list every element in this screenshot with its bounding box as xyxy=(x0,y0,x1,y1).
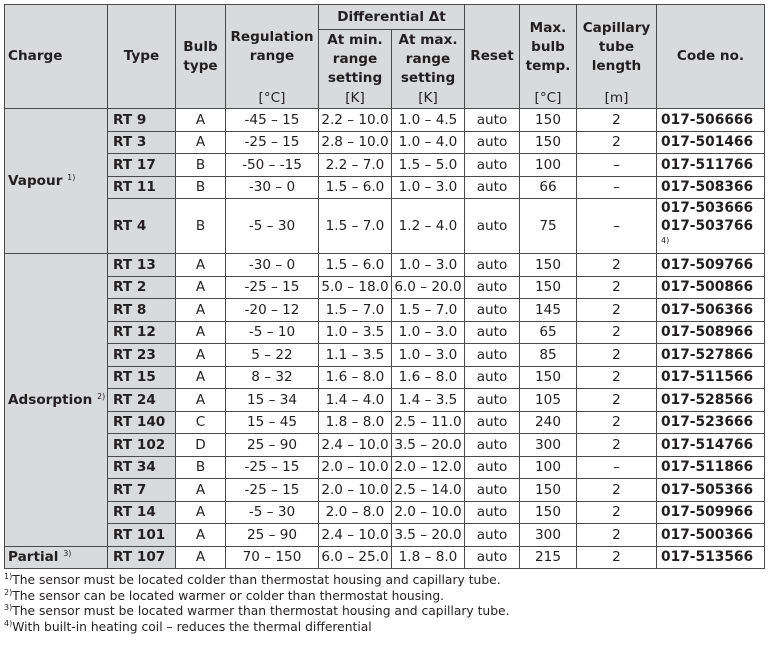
reset-cell: auto xyxy=(465,524,520,547)
max-bulb-temp-cell: 150 xyxy=(520,276,577,299)
code-number: 017-500366 xyxy=(661,526,754,543)
code-cell xyxy=(657,109,765,132)
code-cell xyxy=(657,344,765,367)
bulb-type-cell: A xyxy=(176,524,226,547)
code-footnote-ref: 4) xyxy=(661,236,670,245)
regulation-range-cell: -20 – 12 xyxy=(226,299,319,322)
differential-max-cell: 1.8 – 8.0 xyxy=(392,546,465,569)
code-number: 017-508366 xyxy=(661,179,754,196)
capillary-length-cell: 2 xyxy=(577,501,657,524)
code-number: 017-523666 xyxy=(661,414,754,431)
differential-max-cell: 1.0 – 3.0 xyxy=(392,344,465,367)
regulation-range-cell: -5 – 30 xyxy=(226,199,319,254)
table-row xyxy=(5,276,765,299)
thermostat-spec-table xyxy=(4,4,765,569)
table-row xyxy=(5,344,765,367)
type-cell: RT 14 xyxy=(108,501,176,524)
max-bulb-temp-cell: 150 xyxy=(520,366,577,389)
charge-label: Partial xyxy=(8,549,59,566)
differential-min-cell: 2.8 – 10.0 xyxy=(319,131,392,154)
capillary-length-cell: 2 xyxy=(577,411,657,434)
regulation-range-cell: 70 – 150 xyxy=(226,546,319,569)
header-at-max-setting: At max. range setting xyxy=(392,30,465,90)
differential-min-cell: 6.0 – 25.0 xyxy=(319,546,392,569)
differential-max-cell: 3.5 – 20.0 xyxy=(392,524,465,547)
regulation-range-cell: -5 – 30 xyxy=(226,501,319,524)
footnote-text: The sensor must be located warmer than thermostat housing and capillary tube. xyxy=(12,604,510,619)
unit-capillary-length: [m] xyxy=(577,89,657,109)
differential-min-cell: 1.5 – 7.0 xyxy=(319,199,392,254)
max-bulb-temp-cell: 66 xyxy=(520,176,577,199)
code-number: 017-509766 xyxy=(661,256,754,273)
code-number: 017-506366 xyxy=(661,301,754,318)
reset-cell: auto xyxy=(465,389,520,412)
footnote-marker: 3) xyxy=(4,603,13,613)
capillary-length-cell: 2 xyxy=(577,344,657,367)
unit-at-max: [K] xyxy=(392,89,465,109)
charge-adsorption xyxy=(5,254,108,547)
differential-min-cell: 2.4 – 10.0 xyxy=(319,524,392,547)
differential-min-cell: 1.4 – 4.0 xyxy=(319,389,392,412)
type-cell: RT 140 xyxy=(108,411,176,434)
table-row xyxy=(5,199,765,254)
reset-cell: auto xyxy=(465,411,520,434)
reset-cell: auto xyxy=(465,434,520,457)
bulb-type-cell: A xyxy=(176,501,226,524)
footnote-marker: 2) xyxy=(4,587,13,597)
reset-cell: auto xyxy=(465,109,520,132)
capillary-length-cell: 2 xyxy=(577,524,657,547)
type-cell: RT 9 xyxy=(108,109,176,132)
reset-cell: auto xyxy=(465,299,520,322)
footnote xyxy=(4,604,764,620)
unit-max-bulb-temp: [°C] xyxy=(520,89,577,109)
bulb-type-cell: A xyxy=(176,366,226,389)
charge-label: Adsorption xyxy=(8,391,93,408)
regulation-range-cell: 15 – 34 xyxy=(226,389,319,412)
table-header xyxy=(5,5,765,109)
differential-min-cell: 1.1 – 3.5 xyxy=(319,344,392,367)
table-row xyxy=(5,176,765,199)
differential-max-cell: 1.0 – 3.0 xyxy=(392,176,465,199)
regulation-range-cell: -50 – -15 xyxy=(226,154,319,177)
max-bulb-temp-cell: 215 xyxy=(520,546,577,569)
differential-max-cell: 2.0 – 12.0 xyxy=(392,456,465,479)
differential-min-cell: 1.5 – 6.0 xyxy=(319,254,392,277)
max-bulb-temp-cell: 105 xyxy=(520,389,577,412)
spec-table-container xyxy=(4,4,764,635)
code-number: 017-527866 xyxy=(661,346,754,363)
type-cell: RT 34 xyxy=(108,456,176,479)
table-row xyxy=(5,546,765,569)
charge-footnote-ref: 2) xyxy=(97,391,106,401)
bulb-type-cell: C xyxy=(176,411,226,434)
capillary-length-cell: 2 xyxy=(577,389,657,412)
table-row xyxy=(5,389,765,412)
reset-cell: auto xyxy=(465,321,520,344)
table-body xyxy=(5,109,765,569)
regulation-range-cell: 8 – 32 xyxy=(226,366,319,389)
max-bulb-temp-cell: 150 xyxy=(520,109,577,132)
code-number: 017-505366 xyxy=(661,481,754,498)
table-row xyxy=(5,411,765,434)
header-charge: Charge xyxy=(5,5,108,109)
differential-min-cell: 2.4 – 10.0 xyxy=(319,434,392,457)
type-cell: RT 12 xyxy=(108,321,176,344)
regulation-range-cell: -45 – 15 xyxy=(226,109,319,132)
footnote-text: The sensor must be located colder than thermostat housing and capillary tube. xyxy=(12,573,501,587)
differential-max-cell: 6.0 – 20.0 xyxy=(392,276,465,299)
code-cell xyxy=(657,131,765,154)
differential-max-cell: 1.4 – 3.5 xyxy=(392,389,465,412)
code-cell xyxy=(657,254,765,277)
bulb-type-cell: B xyxy=(176,199,226,254)
max-bulb-temp-cell: 150 xyxy=(520,254,577,277)
differential-min-cell: 5.0 – 18.0 xyxy=(319,276,392,299)
header-at-min-setting: At min. range setting xyxy=(319,30,392,90)
code-number: 017-528566 xyxy=(661,391,754,408)
header-bulb-type: Bulb type xyxy=(176,5,226,109)
table-row xyxy=(5,479,765,502)
charge-partial xyxy=(5,546,108,569)
type-cell: RT 23 xyxy=(108,344,176,367)
regulation-range-cell: 25 – 90 xyxy=(226,524,319,547)
differential-max-cell: 1.5 – 7.0 xyxy=(392,299,465,322)
code-cell xyxy=(657,366,765,389)
differential-max-cell: 1.0 – 3.0 xyxy=(392,254,465,277)
unit-regulation-range: [°C] xyxy=(226,89,319,109)
capillary-length-cell: – xyxy=(577,154,657,177)
max-bulb-temp-cell: 150 xyxy=(520,131,577,154)
reset-cell: auto xyxy=(465,176,520,199)
max-bulb-temp-cell: 75 xyxy=(520,199,577,254)
reset-cell: auto xyxy=(465,479,520,502)
code-cell xyxy=(657,321,765,344)
code-number: 017-508966 xyxy=(661,324,754,341)
bulb-type-cell: D xyxy=(176,434,226,457)
code-cell xyxy=(657,176,765,199)
header-reset: Reset xyxy=(465,5,520,109)
footnote xyxy=(4,620,764,636)
type-cell: RT 13 xyxy=(108,254,176,277)
regulation-range-cell: -25 – 15 xyxy=(226,131,319,154)
differential-min-cell: 1.5 – 6.0 xyxy=(319,176,392,199)
charge-footnote-ref: 1) xyxy=(67,173,76,182)
capillary-length-cell: 2 xyxy=(577,321,657,344)
max-bulb-temp-cell: 300 xyxy=(520,434,577,457)
footnote-text: The sensor can be located warmer or colder than thermostat housing. xyxy=(12,588,445,603)
code-cell xyxy=(657,434,765,457)
footnote xyxy=(4,589,764,605)
table-row xyxy=(5,254,765,277)
reset-cell: auto xyxy=(465,366,520,389)
differential-max-cell: 2.5 – 14.0 xyxy=(392,479,465,502)
code-number-alt: 017-503766 xyxy=(661,218,754,234)
header-capillary-length: Capillary tube length xyxy=(577,5,657,90)
type-cell: RT 11 xyxy=(108,176,176,199)
code-number: 017-501466 xyxy=(661,134,754,151)
max-bulb-temp-cell: 85 xyxy=(520,344,577,367)
code-cell xyxy=(657,411,765,434)
regulation-range-cell: -30 – 0 xyxy=(226,176,319,199)
differential-min-cell: 2.0 – 10.0 xyxy=(319,456,392,479)
table-row xyxy=(5,501,765,524)
regulation-range-cell: -25 – 15 xyxy=(226,456,319,479)
capillary-length-cell: 2 xyxy=(577,546,657,569)
type-cell: RT 101 xyxy=(108,524,176,547)
reset-cell: auto xyxy=(465,254,520,277)
code-cell xyxy=(657,524,765,547)
capillary-length-cell: 2 xyxy=(577,131,657,154)
reset-cell: auto xyxy=(465,501,520,524)
bulb-type-cell: A xyxy=(176,254,226,277)
table-row xyxy=(5,299,765,322)
differential-min-cell: 2.2 – 10.0 xyxy=(319,109,392,132)
reset-cell: auto xyxy=(465,154,520,177)
code-cell xyxy=(657,546,765,569)
code-cell xyxy=(657,389,765,412)
differential-min-cell: 1.0 – 3.5 xyxy=(319,321,392,344)
header-max-bulb-temp: Max. bulb temp. xyxy=(520,5,577,90)
max-bulb-temp-cell: 65 xyxy=(520,321,577,344)
code-number: 017-506666 xyxy=(661,111,754,128)
header-differential: Differential Δt xyxy=(319,5,465,30)
type-cell: RT 102 xyxy=(108,434,176,457)
differential-max-cell: 2.5 – 11.0 xyxy=(392,411,465,434)
charge-label: Vapour xyxy=(8,173,63,189)
bulb-type-cell: A xyxy=(176,276,226,299)
code-cell xyxy=(657,456,765,479)
reset-cell: auto xyxy=(465,276,520,299)
max-bulb-temp-cell: 240 xyxy=(520,411,577,434)
regulation-range-cell: -5 – 10 xyxy=(226,321,319,344)
regulation-range-cell: 25 – 90 xyxy=(226,434,319,457)
type-cell: RT 15 xyxy=(108,366,176,389)
bulb-type-cell: A xyxy=(176,344,226,367)
code-cell xyxy=(657,479,765,502)
capillary-length-cell: – xyxy=(577,456,657,479)
type-cell: RT 24 xyxy=(108,389,176,412)
differential-max-cell: 1.6 – 8.0 xyxy=(392,366,465,389)
differential-max-cell: 1.0 – 4.5 xyxy=(392,109,465,132)
max-bulb-temp-cell: 300 xyxy=(520,524,577,547)
code-cell xyxy=(657,154,765,177)
table-row xyxy=(5,366,765,389)
reset-cell: auto xyxy=(465,344,520,367)
code-number: 017-513566 xyxy=(661,549,754,566)
capillary-length-cell: – xyxy=(577,176,657,199)
type-cell: RT 4 xyxy=(108,199,176,254)
footnotes xyxy=(4,573,764,635)
capillary-length-cell: 2 xyxy=(577,109,657,132)
code-cell xyxy=(657,276,765,299)
code-cell xyxy=(657,299,765,322)
footnote-text: With built-in heating coil – reduces the thermal differential xyxy=(12,619,372,634)
regulation-range-cell: 5 – 22 xyxy=(226,344,319,367)
capillary-length-cell: 2 xyxy=(577,276,657,299)
differential-max-cell: 1.0 – 3.0 xyxy=(392,321,465,344)
bulb-type-cell: A xyxy=(176,131,226,154)
reset-cell: auto xyxy=(465,199,520,254)
table-row xyxy=(5,524,765,547)
regulation-range-cell: -25 – 15 xyxy=(226,479,319,502)
bulb-type-cell: A xyxy=(176,546,226,569)
capillary-length-cell: 2 xyxy=(577,254,657,277)
table-row xyxy=(5,434,765,457)
max-bulb-temp-cell: 145 xyxy=(520,299,577,322)
capillary-length-cell: – xyxy=(577,199,657,254)
capillary-length-cell: 2 xyxy=(577,299,657,322)
type-cell: RT 2 xyxy=(108,276,176,299)
differential-max-cell: 3.5 – 20.0 xyxy=(392,434,465,457)
type-cell: RT 17 xyxy=(108,154,176,177)
table-row xyxy=(5,109,765,132)
table-row xyxy=(5,154,765,177)
bulb-type-cell: A xyxy=(176,479,226,502)
differential-min-cell: 1.6 – 8.0 xyxy=(319,366,392,389)
capillary-length-cell: 2 xyxy=(577,366,657,389)
charge-vapour xyxy=(5,109,108,254)
code-cell xyxy=(657,199,765,254)
differential-min-cell: 2.2 – 7.0 xyxy=(319,154,392,177)
type-cell: RT 107 xyxy=(108,546,176,569)
type-cell: RT 7 xyxy=(108,479,176,502)
differential-min-cell: 2.0 – 8.0 xyxy=(319,501,392,524)
bulb-type-cell: B xyxy=(176,456,226,479)
header-code-no: Code no. xyxy=(657,5,765,109)
charge-footnote-ref: 3) xyxy=(63,549,72,559)
capillary-length-cell: 2 xyxy=(577,434,657,457)
code-number: 017-503666 xyxy=(661,200,754,216)
footnote xyxy=(4,573,764,589)
reset-cell: auto xyxy=(465,456,520,479)
bulb-type-cell: B xyxy=(176,154,226,177)
regulation-range-cell: -25 – 15 xyxy=(226,276,319,299)
differential-max-cell: 2.0 – 10.0 xyxy=(392,501,465,524)
code-number: 017-500866 xyxy=(661,279,754,296)
reset-cell: auto xyxy=(465,131,520,154)
code-line-2 xyxy=(661,217,764,253)
bulb-type-cell: A xyxy=(176,389,226,412)
code-number: 017-511866 xyxy=(661,459,754,476)
bulb-type-cell: A xyxy=(176,321,226,344)
footnote-marker: 1) xyxy=(4,572,13,581)
header-regulation-range: Regulation range xyxy=(226,5,319,90)
header-type: Type xyxy=(108,5,176,109)
table-row xyxy=(5,131,765,154)
unit-at-min: [K] xyxy=(319,89,392,109)
regulation-range-cell: -30 – 0 xyxy=(226,254,319,277)
max-bulb-temp-cell: 100 xyxy=(520,456,577,479)
table-row xyxy=(5,456,765,479)
differential-max-cell: 1.2 – 4.0 xyxy=(392,199,465,254)
code-cell xyxy=(657,501,765,524)
code-number: 017-514766 xyxy=(661,436,754,453)
differential-max-cell: 1.0 – 4.0 xyxy=(392,131,465,154)
differential-max-cell: 1.5 – 5.0 xyxy=(392,154,465,177)
capillary-length-cell: 2 xyxy=(577,479,657,502)
differential-min-cell: 2.0 – 10.0 xyxy=(319,479,392,502)
code-number: 017-509966 xyxy=(661,504,754,521)
code-number: 017-511766 xyxy=(661,156,754,173)
table-row xyxy=(5,321,765,344)
type-cell: RT 8 xyxy=(108,299,176,322)
max-bulb-temp-cell: 150 xyxy=(520,501,577,524)
max-bulb-temp-cell: 150 xyxy=(520,479,577,502)
differential-min-cell: 1.8 – 8.0 xyxy=(319,411,392,434)
reset-cell: auto xyxy=(465,546,520,569)
code-number: 017-511566 xyxy=(661,369,754,386)
type-cell: RT 3 xyxy=(108,131,176,154)
bulb-type-cell: B xyxy=(176,176,226,199)
max-bulb-temp-cell: 100 xyxy=(520,154,577,177)
footnote-marker: 4) xyxy=(4,618,13,628)
bulb-type-cell: A xyxy=(176,299,226,322)
differential-min-cell: 1.5 – 7.0 xyxy=(319,299,392,322)
bulb-type-cell: A xyxy=(176,109,226,132)
regulation-range-cell: 15 – 45 xyxy=(226,411,319,434)
